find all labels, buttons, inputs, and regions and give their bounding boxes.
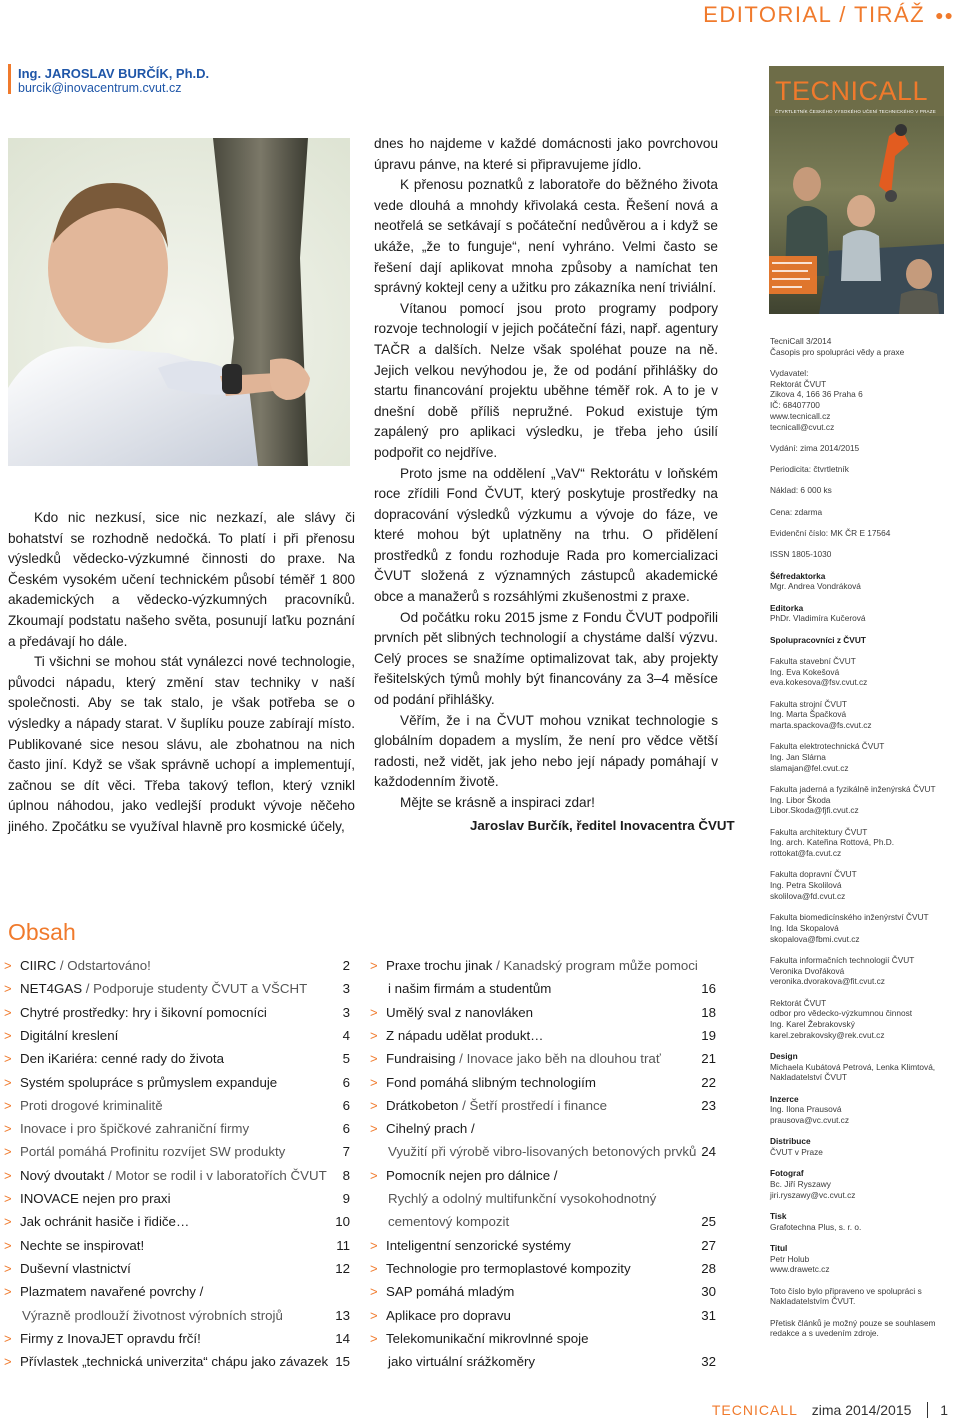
toc-item[interactable] bbox=[4, 1025, 354, 1047]
toc-page-number: 9 bbox=[342, 1191, 350, 1206]
imprint-title: Fakulta dopravní ČVUT bbox=[770, 869, 857, 880]
toc-item-label bbox=[388, 978, 551, 1000]
editorial-left-column bbox=[8, 508, 355, 838]
toc-item-title: Nový dvoutakt bbox=[20, 1167, 105, 1183]
imprint-line: PhDr. Vladimíra Kučerová bbox=[770, 613, 866, 624]
paragraph: Ti všichni se mohou stát vynálezci nové technologie, původci nápadu, který změní stav techniky v naší společnosti. Aby se tak stalo, je však potřeba se o výsledky a nápady starat. V šuplíku pouze zabírají místo. Publikované sice nesou slávu, ale zbohatnou na nich často jiní. Když se však správně uchopí a implementují, začnou se dít věci. Třeba takový teflon, který vznikl úplnou náhodou, jako vedlejší produkt vývoje něčeho jiného. Zpočátku se využíval hlavně pro kosmické účely, bbox=[8, 654, 355, 834]
imprint-line[interactable]: www.tecnicall.cz bbox=[770, 410, 831, 421]
author-accent-bar bbox=[8, 64, 11, 94]
toc-item[interactable] bbox=[4, 1351, 354, 1373]
toc-item-subtitle: / Podporuje studenty ČVUT a VŠCHT bbox=[82, 981, 308, 997]
toc-item[interactable] bbox=[370, 1351, 720, 1373]
chevron-right-icon: > bbox=[4, 1027, 12, 1043]
imprint-title: Tisk bbox=[770, 1211, 787, 1222]
toc-item-label bbox=[20, 1002, 267, 1024]
toc-item-title: INOVACE nejen pro praxi bbox=[20, 1191, 171, 1206]
imprint-line: Michaela Kubátová Petrová, Lenka Klimtová, bbox=[770, 1061, 936, 1072]
imprint-block bbox=[770, 1051, 950, 1083]
chevron-right-icon: > bbox=[370, 1121, 378, 1137]
toc-page-number: 6 bbox=[342, 1097, 350, 1113]
page-footer bbox=[712, 1402, 948, 1418]
toc-item-label bbox=[20, 1118, 249, 1140]
imprint-block bbox=[770, 336, 950, 357]
toc-item-subtitle: / Motor se rodil i v laboratořích ČVUT bbox=[104, 1167, 327, 1183]
chevron-right-icon: > bbox=[370, 1051, 378, 1067]
toc-item-title: Aplikace pro dopravu bbox=[386, 1307, 511, 1323]
imprint-line: Ing. Jan Slárna bbox=[770, 752, 826, 762]
cover-subtitle: ČTVRTLETNÍK ČESKÉHO VYSOKÉHO UČENÍ TECHNICKÉHO V PRAZE bbox=[775, 109, 936, 114]
imprint-title: Fakulta strojní ČVUT bbox=[770, 698, 847, 709]
author-email-link[interactable]: burcik@inovacentrum.cvut.cz bbox=[18, 81, 182, 95]
imprint-title: Spolupracovníci z ČVUT bbox=[770, 634, 866, 645]
toc-item[interactable] bbox=[4, 1095, 354, 1117]
chevron-right-icon: > bbox=[4, 1354, 12, 1370]
imprint-title: Fakulta architektury ČVUT bbox=[770, 826, 868, 837]
toc-page-number: 8 bbox=[342, 1167, 350, 1183]
toc-page-number: 15 bbox=[335, 1354, 350, 1370]
toc-item-title: Telekomunikační mikrovlnné spoje bbox=[386, 1330, 589, 1346]
imprint-line[interactable]: veronika.dvorakova@fit.cvut.cz bbox=[770, 976, 885, 987]
toc-item-label bbox=[20, 1211, 189, 1233]
page-number: 1 bbox=[940, 1402, 948, 1418]
toc-item-label bbox=[20, 1165, 327, 1187]
imprint-block bbox=[770, 571, 950, 592]
imprint-line[interactable]: rottokat@fa.cvut.cz bbox=[770, 848, 842, 859]
toc-item-subtitle: / Odstartováno! bbox=[56, 958, 151, 973]
toc-page-number: 12 bbox=[335, 1260, 350, 1276]
toc-item[interactable] bbox=[370, 1072, 720, 1094]
paragraph: Vítanou pomocí jsou proto programy podpory rozvoje technologií v jejich počáteční fázi, např. agentury TAČR a dalších. Nelze však spoléhat pouze na ně. Jejich velkou nevýhodou je, že od podání přihlášky do startu financování projektu uběhne téměř rok. A to je v dnešní době příliš nepružné. Pokud existuje tým zapálený pro aplikaci výsledku, je třeba jeho úsilí podpořit co nejdříve. bbox=[374, 300, 718, 460]
chevron-right-icon: > bbox=[4, 1284, 12, 1300]
toc-item-label bbox=[386, 1305, 511, 1327]
imprint-block bbox=[770, 1136, 950, 1157]
imprint-line: Ing. Ida Skopalová bbox=[770, 922, 839, 933]
toc-item[interactable] bbox=[370, 1328, 720, 1350]
toc-page-number: 11 bbox=[336, 1237, 350, 1253]
toc-page-number: 4 bbox=[342, 1027, 350, 1043]
toc-page-number: 10 bbox=[335, 1214, 350, 1230]
imprint-line[interactable]: prausova@vc.cvut.cz bbox=[770, 1115, 849, 1126]
toc-item-title: jako virtuální srážkoměry bbox=[388, 1354, 536, 1370]
cover-logo: TECNICALL bbox=[775, 76, 929, 106]
imprint-title: Cena: zdarma bbox=[770, 506, 823, 517]
imprint-title: Rektorát ČVUT bbox=[770, 997, 827, 1008]
toc-item[interactable] bbox=[4, 978, 354, 1000]
toc-page-number: 6 bbox=[342, 1121, 350, 1137]
toc-item[interactable] bbox=[4, 1072, 354, 1094]
toc-item[interactable] bbox=[370, 1165, 720, 1187]
toc-item-label bbox=[20, 1258, 131, 1280]
chevron-right-icon: > bbox=[4, 1121, 12, 1137]
toc-item[interactable] bbox=[370, 1141, 720, 1163]
toc-page-number: 32 bbox=[701, 1354, 716, 1370]
imprint-title: Fakulta informačních technologií ČVUT bbox=[770, 954, 915, 965]
toc-item-title: Plazmatem navařené povrchy / bbox=[20, 1284, 204, 1300]
toc-item-title: Fundraising bbox=[386, 1051, 456, 1067]
toc-item-label bbox=[386, 1095, 607, 1117]
imprint-block bbox=[770, 485, 950, 496]
toc-item-subtitle: / Inovace jako běh na dlouhou trať bbox=[455, 1051, 661, 1067]
imprint-line[interactable]: marta.spackova@fs.cvut.cz bbox=[770, 720, 872, 730]
toc-item[interactable] bbox=[370, 1188, 720, 1210]
paragraph: K přenosu poznatků z laboratoře do běžného života vede dlouhá a mnohdy křivolaká cesta. Řešení nová a neotřelá se setkávají s počáteční nedůvěrou a i když se ukáže, „že to funguje“, není vyhráno. Velmi často se řešení dají aplikovat mnoha způsoby a namíchat ten správný koktejl ceny a užitku pro zákazníka není triviální. bbox=[374, 177, 718, 296]
imprint-block bbox=[770, 635, 950, 646]
toc-item-title: Z nápadu udělat produkt… bbox=[386, 1027, 544, 1043]
chevron-right-icon: > bbox=[4, 1260, 12, 1276]
imprint-title: Vydání: zima 2014/2015 bbox=[770, 442, 860, 453]
imprint-line: Ing. Petra Skolilová bbox=[770, 880, 842, 891]
chevron-right-icon: > bbox=[4, 1051, 12, 1067]
imprint-title: Fakulta elektrotechnická ČVUT bbox=[770, 741, 885, 752]
toc-item[interactable] bbox=[4, 1141, 354, 1163]
imprint-block bbox=[770, 603, 950, 624]
toc-item-label bbox=[20, 1235, 144, 1257]
toc-item-label bbox=[386, 1025, 543, 1047]
toc-item[interactable] bbox=[370, 1118, 720, 1140]
imprint-block bbox=[770, 827, 950, 859]
chevron-right-icon: > bbox=[370, 1027, 378, 1043]
imprint-block bbox=[770, 998, 950, 1041]
toc-item-title: Jak ochránit hasiče i řidiče… bbox=[20, 1214, 190, 1230]
toc-item[interactable] bbox=[4, 955, 354, 977]
paragraph: Kdo nic nezkusí, sice nic nezkazí, ale slávy či bohatství se rozhodně nedočká. To platí i při přenosu výsledků vědecko-výzkumné činnosti do praxe. Na Českém vysokém učení technickém působí téměř 1 800 akademických a vědecko-výzkumných pracovníků. Zkoumají podstatu našeho světa, posunují laťku poznání a předávají ho dále. bbox=[8, 510, 355, 649]
imprint-block bbox=[770, 507, 950, 518]
imprint-line[interactable]: jiri.ryszawy@vc.cvut.cz bbox=[770, 1189, 856, 1200]
toc-item-subtitle: Využití při výrobě vibro-lisovaných betonových prvků bbox=[388, 1144, 697, 1160]
toc-item-title: SAP pomáhá mladým bbox=[386, 1284, 515, 1300]
toc-item[interactable] bbox=[370, 955, 720, 977]
toc-item-subtitle: Výrazně prodlouží životnost výrobních strojů bbox=[22, 1307, 283, 1323]
toc-page-number: 3 bbox=[342, 981, 350, 997]
toc-item-subtitle: Rychlý a odolný multifunkční vysokohodnotný bbox=[388, 1191, 657, 1206]
toc-item-label bbox=[386, 1048, 661, 1070]
imprint-block bbox=[770, 443, 950, 454]
author-photo bbox=[8, 138, 350, 466]
imprint-line: Ing. Karel Žebrakovský bbox=[770, 1018, 855, 1029]
imprint-line: Ing. Eva Kokešová bbox=[770, 666, 840, 677]
imprint-line: Ing. Libor Škoda bbox=[770, 794, 831, 805]
toc-item-subtitle: / Šetří prostředí i finance bbox=[458, 1097, 608, 1113]
imprint-line[interactable]: skopalova@fbmi.cvut.cz bbox=[770, 933, 860, 944]
imprint-line: IČ: 68407700 bbox=[770, 400, 820, 411]
toc-page-number: 18 bbox=[701, 1004, 716, 1020]
imprint-title: Náklad: 6 000 ks bbox=[770, 485, 832, 496]
imprint-line: Mgr. Andrea Vondráková bbox=[770, 581, 861, 592]
toc-item-title: Technologie pro termoplastové kompozity bbox=[386, 1260, 631, 1276]
toc-item[interactable] bbox=[370, 1235, 720, 1257]
toc-item-label bbox=[386, 1328, 589, 1350]
toc-item-label bbox=[20, 1328, 201, 1350]
footer-brand: TECNICALL bbox=[711, 1402, 798, 1418]
toc-item[interactable] bbox=[370, 1305, 720, 1327]
toc-item-subtitle: Portál pomáhá Profinitu rozvíjet SW produkty bbox=[20, 1144, 286, 1160]
toc-item[interactable] bbox=[370, 1211, 720, 1233]
toc-item-label bbox=[386, 1281, 514, 1303]
imprint-block bbox=[770, 464, 950, 475]
toc-page-number: 25 bbox=[701, 1214, 716, 1230]
imprint-line: Rektorát ČVUT bbox=[770, 378, 827, 389]
toc-item-label bbox=[20, 1281, 203, 1303]
toc-page-number: 22 bbox=[701, 1074, 716, 1090]
section-title bbox=[703, 2, 954, 28]
toc-item-label bbox=[20, 955, 151, 977]
toc-item-subtitle: Proti drogové kriminalitě bbox=[20, 1097, 163, 1113]
imprint-block bbox=[770, 1094, 950, 1126]
imprint-block bbox=[770, 1211, 950, 1232]
toc-item[interactable] bbox=[4, 1002, 354, 1024]
toc-left-list bbox=[4, 955, 354, 1375]
toc-page-number: 30 bbox=[701, 1284, 716, 1300]
toc-item-label bbox=[388, 1211, 509, 1233]
toc-item-label bbox=[388, 1188, 656, 1210]
imprint-line: Petr Holub bbox=[770, 1253, 810, 1264]
toc-item-subtitle: Inovace i pro špičkové zahraniční firmy bbox=[20, 1121, 250, 1137]
chevron-right-icon: > bbox=[370, 1284, 378, 1300]
imprint-line: Nakladatelství ČVUT bbox=[770, 1072, 848, 1083]
toc-item[interactable] bbox=[370, 1002, 720, 1024]
imprint-line[interactable]: slamajan@fel.cvut.cz bbox=[770, 762, 849, 773]
imprint-block bbox=[770, 869, 950, 901]
imprint-line: Ing. Ilona Prausová bbox=[770, 1104, 842, 1115]
toc-item-title: Inteligentní senzorické systémy bbox=[386, 1237, 571, 1253]
toc-page-number: 23 bbox=[701, 1097, 716, 1113]
imprint-line[interactable]: Libor.Skoda@fjfi.cvut.cz bbox=[770, 805, 859, 816]
imprint-title: Evidenční číslo: MK ČR E 17564 bbox=[770, 528, 891, 538]
imprint-block bbox=[770, 955, 950, 987]
author-name: Ing. JAROSLAV BURČÍK, Ph.D. bbox=[18, 66, 210, 81]
imprint-line[interactable]: tecnicall@cvut.cz bbox=[770, 421, 835, 432]
imprint-line: ČVUT v Praze bbox=[770, 1147, 823, 1158]
imprint-title: Šéfredaktorka bbox=[770, 570, 826, 581]
imprint-title: Fakulta biomedicínského inženýrství ČVUT bbox=[770, 912, 929, 923]
toc-item-title: Firmy z InovaJET opravdu frčí! bbox=[20, 1330, 201, 1346]
imprint-title: ISSN 1805-1030 bbox=[770, 549, 832, 560]
paragraph: Věřím, že i na ČVUT mohou vznikat technologie s globálním dopadem a myslím, že není pro vědce větší radosti, než vidět, jak jeho nebo její nápady pomáhají v každodenním životě. bbox=[374, 712, 718, 790]
toc-item-label bbox=[20, 1072, 277, 1094]
imprint-block bbox=[770, 784, 950, 816]
chevron-right-icon: > bbox=[370, 1074, 378, 1090]
imprint-line: Veronika Dvořáková bbox=[770, 965, 845, 976]
toc-item-label bbox=[20, 1141, 285, 1163]
toc-item-label bbox=[20, 1095, 163, 1117]
imprint-line[interactable]: eva.kokesova@fsv.cvut.cz bbox=[770, 677, 868, 688]
toc-page-number: 16 bbox=[701, 981, 716, 997]
toc-item-label bbox=[386, 1258, 631, 1280]
imprint-block bbox=[770, 368, 950, 432]
toc-item-title: Fond pomáhá slibným technologiím bbox=[386, 1074, 596, 1090]
imprint-line[interactable]: skolilova@fd.cvut.cz bbox=[770, 890, 846, 901]
toc-item-title: Systém spolupráce s průmyslem expanduje bbox=[20, 1074, 278, 1090]
toc-page-number: 5 bbox=[342, 1051, 350, 1067]
toc-item[interactable] bbox=[4, 1258, 354, 1280]
toc-page-number: 21 bbox=[701, 1051, 716, 1067]
imprint-title: Periodicita: čtvrtletník bbox=[770, 464, 849, 475]
toc-item-label bbox=[386, 1165, 557, 1187]
toc-item-title: Cihelný prach / bbox=[386, 1121, 475, 1137]
toc-item-title: Duševní vlastnictví bbox=[20, 1260, 131, 1276]
paragraph: Proto jsme na oddělení „VaV“ Rektorátu v loňském roce zřídili Fond ČVUT, který poskytuje prostředky na dopracování výsledků výzkumu a vývoje do fáze, ve které mohou být uplatněny na trhu. O přidělení prostředků z fondu rozhoduje Rada pro komercializaci ČVUT složená z významných zástupců akademické obce a manažerů s rozsáhlými zkušenostmi z praxe. bbox=[374, 465, 718, 605]
imprint-title: Design bbox=[770, 1050, 798, 1061]
toc-item-label bbox=[20, 1048, 224, 1070]
imprint-title: Editorka bbox=[770, 602, 804, 613]
imprint-block bbox=[770, 656, 950, 688]
chevron-right-icon: > bbox=[370, 1097, 378, 1113]
toc-page-number: 7 bbox=[342, 1144, 350, 1160]
imprint-line[interactable]: www.drawetc.cz bbox=[770, 1264, 830, 1275]
imprint-line: Časopis pro spolupráci vědy a praxe bbox=[770, 346, 905, 357]
toc-item[interactable] bbox=[4, 1328, 354, 1350]
toc-item-label bbox=[20, 1025, 118, 1047]
imprint-block bbox=[770, 741, 950, 773]
toc-item[interactable] bbox=[4, 1235, 354, 1257]
chevron-right-icon: > bbox=[4, 1144, 12, 1160]
toc-item-label bbox=[20, 1188, 171, 1210]
imprint-title: Přetisk článků je možný pouze se souhlasem redakce a s uvedením zdroje. bbox=[770, 1317, 936, 1339]
imprint-title: Vydavatel: bbox=[770, 368, 809, 378]
toc-heading: Obsah bbox=[8, 919, 76, 945]
toc-page-number: 2 bbox=[342, 958, 350, 973]
chevron-right-icon: > bbox=[4, 1167, 12, 1183]
chevron-right-icon: > bbox=[4, 1191, 12, 1206]
toc-item-label bbox=[386, 1002, 533, 1024]
toc-item[interactable] bbox=[370, 978, 720, 1000]
toc-item[interactable] bbox=[370, 1025, 720, 1047]
chevron-right-icon: > bbox=[4, 1074, 12, 1090]
imprint-block bbox=[770, 1168, 950, 1200]
imprint-line[interactable]: karel.zebrakovsky@rek.cvut.cz bbox=[770, 1029, 885, 1040]
brand-dots-icon: ●● bbox=[935, 7, 954, 23]
toc-item-title: Chytré prostředky: hry i šikovní pomocníci bbox=[20, 1004, 267, 1020]
signature: Jaroslav Burčík, ředitel Inovacentra ČVUT bbox=[470, 818, 735, 833]
paragraph: dnes ho najdeme v každé domácnosti jako povrchovou úpravu pánve, na které si připravujeme jídlo. bbox=[374, 136, 718, 172]
toc-item-title: Pomocník nejen pro dálnice / bbox=[386, 1167, 558, 1183]
toc-item[interactable] bbox=[370, 1281, 720, 1303]
toc-item[interactable] bbox=[4, 1165, 354, 1187]
imprint-line: Zikova 4, 166 36 Praha 6 bbox=[770, 389, 863, 400]
chevron-right-icon: > bbox=[370, 1237, 378, 1253]
toc-item-label bbox=[388, 1351, 535, 1373]
imprint-line: Ing. arch. Kateřina Rottová, Ph.D. bbox=[770, 837, 895, 848]
toc-item-label bbox=[388, 1141, 696, 1163]
imprint-line: odbor pro vědecko-výzkumnou činnost bbox=[770, 1008, 913, 1019]
imprint-block bbox=[770, 912, 950, 944]
toc-page-number: 27 bbox=[701, 1237, 716, 1253]
toc-item[interactable] bbox=[4, 1281, 354, 1303]
toc-page-number: 14 bbox=[335, 1330, 350, 1346]
toc-page-number: 19 bbox=[701, 1027, 716, 1043]
chevron-right-icon: > bbox=[370, 958, 378, 973]
toc-page-number: 6 bbox=[342, 1074, 350, 1090]
chevron-right-icon: > bbox=[370, 1260, 378, 1276]
magazine-cover bbox=[769, 66, 944, 314]
toc-item-subtitle: cementový kompozit bbox=[388, 1214, 510, 1230]
toc-item[interactable] bbox=[4, 1305, 354, 1327]
chevron-right-icon: > bbox=[4, 1214, 12, 1230]
chevron-right-icon: > bbox=[4, 1330, 12, 1346]
toc-item[interactable] bbox=[370, 1258, 720, 1280]
imprint-column bbox=[770, 336, 950, 1350]
toc-item-title: Praxe trochu jinak bbox=[386, 958, 493, 973]
toc-item-title: i našim firmám a studentům bbox=[388, 981, 552, 997]
toc-item-title: Umělý sval z nanovláken bbox=[386, 1004, 534, 1020]
chevron-right-icon: > bbox=[370, 1004, 378, 1020]
imprint-title: Inzerce bbox=[770, 1093, 799, 1104]
imprint-block bbox=[770, 1318, 950, 1339]
toc-item[interactable] bbox=[370, 1095, 720, 1117]
toc-page-number: 24 bbox=[701, 1144, 716, 1160]
toc-item[interactable] bbox=[4, 1211, 354, 1233]
chevron-right-icon: > bbox=[4, 1237, 12, 1253]
chevron-right-icon: > bbox=[4, 958, 12, 973]
imprint-title: Fotograf bbox=[770, 1168, 804, 1179]
imprint-block bbox=[770, 528, 950, 539]
toc-item-label bbox=[386, 1235, 571, 1257]
toc-item-title: CIIRC bbox=[20, 958, 57, 973]
chevron-right-icon: > bbox=[370, 1330, 378, 1346]
chevron-right-icon: > bbox=[4, 1097, 12, 1113]
toc-item-label bbox=[386, 1118, 475, 1140]
toc-item-title: NET4GAS bbox=[20, 981, 83, 997]
imprint-line: Grafotechna Plus, s. r. o. bbox=[770, 1221, 862, 1232]
toc-page-number: 13 bbox=[335, 1307, 350, 1323]
chevron-right-icon: > bbox=[4, 981, 12, 997]
chevron-right-icon: > bbox=[370, 1167, 378, 1183]
toc-item-title: Den iKariéra: cenné rady do života bbox=[20, 1051, 224, 1067]
toc-item-label bbox=[22, 1305, 283, 1327]
imprint-block bbox=[770, 699, 950, 731]
toc-item-label bbox=[386, 955, 698, 977]
imprint-title: TecniCall 3/2014 bbox=[770, 336, 832, 346]
imprint-title: Toto číslo bylo připraveno ve spolupráci s Nakladatelstvím ČVUT. bbox=[770, 1285, 922, 1307]
toc-item[interactable] bbox=[4, 1118, 354, 1140]
toc-item-title: Digitální kreslení bbox=[20, 1027, 119, 1043]
paragraph: Mějte se krásně a inspiraci zdar! bbox=[400, 795, 595, 810]
editorial-middle-column bbox=[374, 134, 718, 814]
toc-item-title: Drátkobeton bbox=[386, 1097, 459, 1113]
paragraph: Od počátku roku 2015 jsme z Fondu ČVUT podpořili prvních pět slibných technologií a chystáme další výzvu. Celý proces se snažíme optimalizovat tak, aby projekty řešitelských týmů mohly být financovány za 3–4 měsíce od podání přihlášky. bbox=[374, 609, 718, 708]
footer-issue: zima 2014/2015 bbox=[811, 1402, 912, 1418]
imprint-title: Fakulta stavební ČVUT bbox=[770, 655, 856, 666]
toc-page-number: 31 bbox=[701, 1307, 716, 1323]
imprint-title: Fakulta jaderná a fyzikálně inženýrská ČVUT bbox=[770, 784, 936, 794]
chevron-right-icon: > bbox=[4, 1004, 12, 1020]
toc-item[interactable] bbox=[370, 1048, 720, 1070]
imprint-line: Bc. Jiří Ryszawy bbox=[770, 1179, 831, 1190]
section-title-text: EDITORIAL / TIRÁŽ bbox=[703, 2, 926, 27]
toc-page-number: 28 bbox=[701, 1260, 716, 1276]
imprint-block bbox=[770, 549, 950, 560]
toc-item[interactable] bbox=[4, 1048, 354, 1070]
toc-page-number: 3 bbox=[342, 1004, 350, 1020]
chevron-right-icon: > bbox=[370, 1307, 378, 1323]
toc-item-label bbox=[20, 978, 307, 1000]
footer-divider bbox=[927, 1402, 928, 1418]
toc-item-title: Přívlastek „technická univerzita“ chápu jako závazek bbox=[20, 1354, 329, 1370]
imprint-line: Ing. Marta Špačková bbox=[770, 709, 847, 720]
toc-item-label bbox=[20, 1351, 328, 1373]
toc-right-list bbox=[370, 955, 720, 1375]
imprint-block bbox=[770, 1243, 950, 1275]
toc-item-label bbox=[386, 1072, 596, 1094]
toc-item-title: Nechte se inspirovat! bbox=[20, 1237, 145, 1253]
imprint-title: Titul bbox=[770, 1243, 788, 1254]
toc-item-subtitle: / Kanadský program může pomoci bbox=[492, 958, 698, 973]
toc-item[interactable] bbox=[4, 1188, 354, 1210]
imprint-block bbox=[770, 1286, 950, 1307]
imprint-title: Distribuce bbox=[770, 1136, 811, 1147]
